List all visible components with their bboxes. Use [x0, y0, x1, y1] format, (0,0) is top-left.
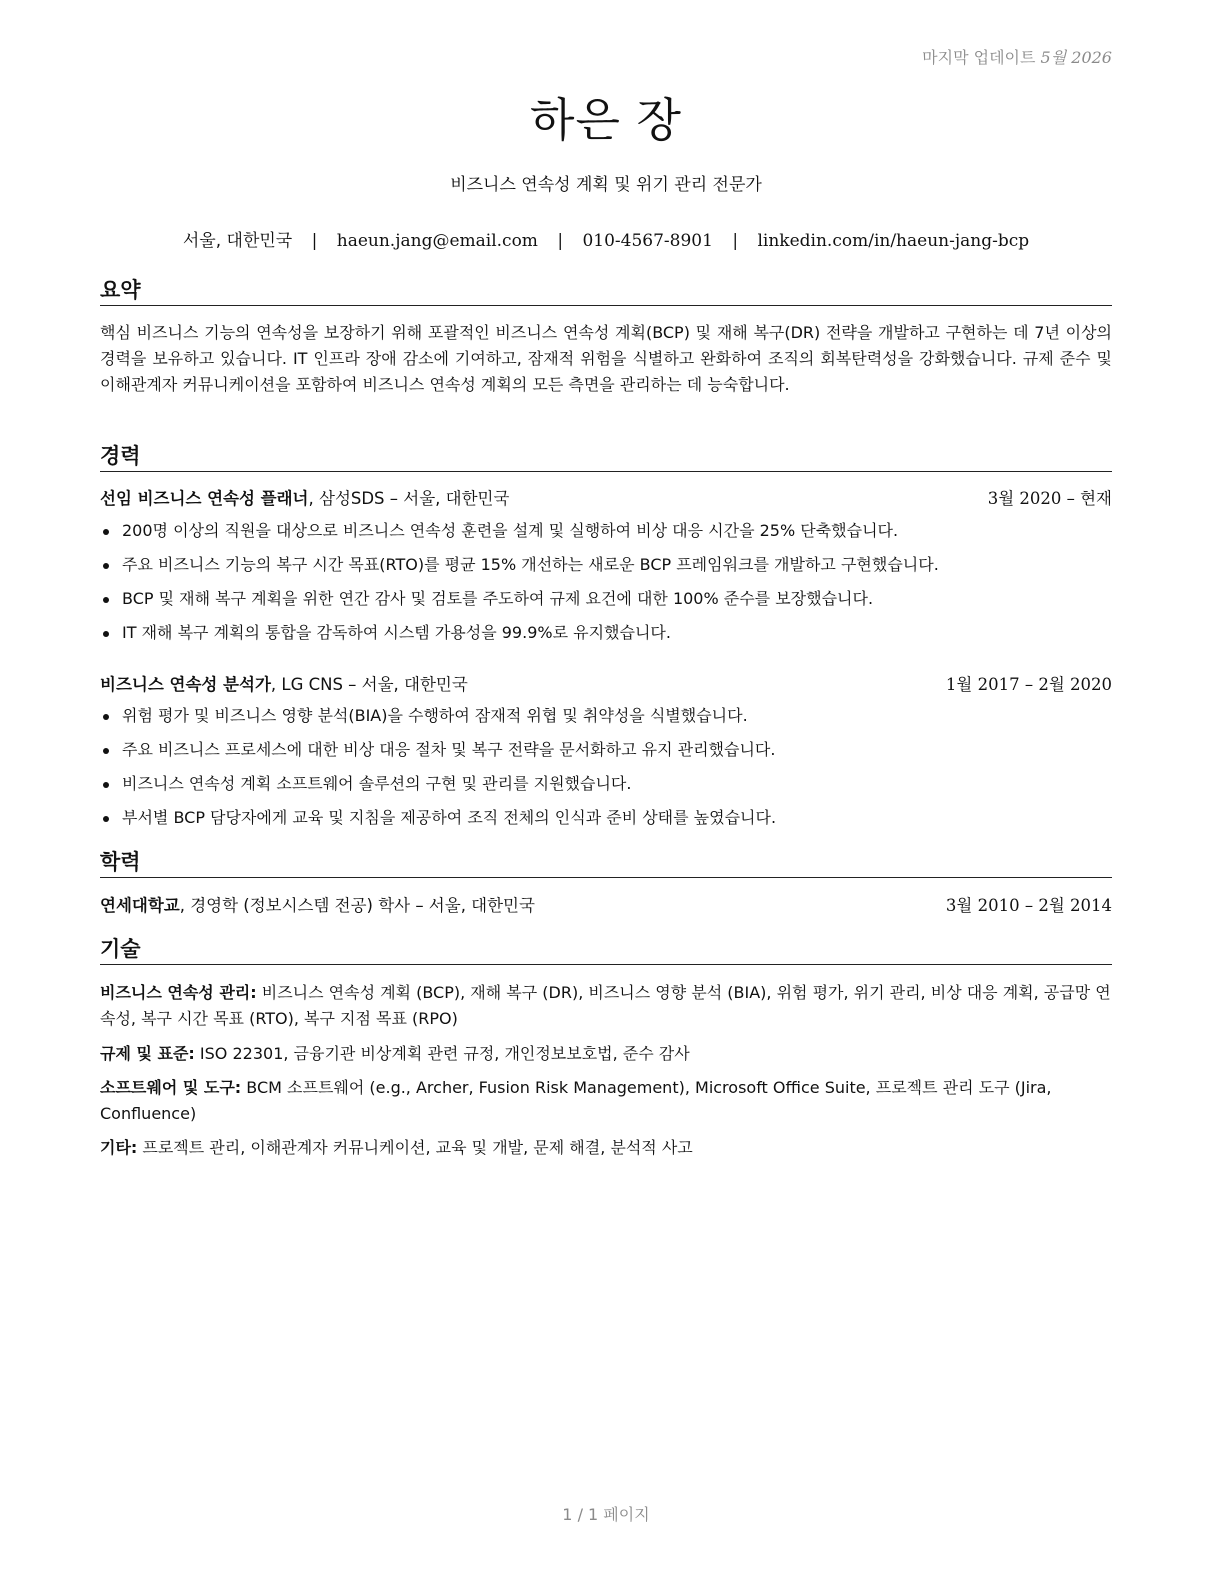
education-school: 연세대학교	[100, 896, 180, 915]
section-title-experience: 경력	[100, 444, 1112, 472]
headline: 비즈니스 연속성 계획 및 위기 관리 전문가	[450, 175, 762, 195]
list-item: BCP 및 재해 복구 계획을 위한 연간 감사 및 검토를 주도하여 규제 요건에 대한 100% 준수를 보장했습니다.	[100, 588, 1112, 622]
skill-label: 규제 및 표준:	[100, 1044, 195, 1063]
list-item: 주요 비즈니스 프로세스에 대한 비상 대응 절차 및 복구 전략을 문서화하고 유지 관리했습니다.	[100, 739, 1112, 773]
list-item: 위험 평가 및 비즈니스 영향 분석(BIA)을 수행하여 잠재적 위협 및 취약성을 식별했습니다.	[100, 705, 1112, 739]
contact-email[interactable]: haeun.jang@email.com	[336, 231, 538, 251]
list-item: 200명 이상의 직원을 대상으로 비즈니스 연속성 훈련을 설계 및 실행하여 비상 대응 시간을 25% 단축했습니다.	[100, 520, 1112, 554]
skill-text: 프로젝트 관리, 이해관계자 커뮤니케이션, 교육 및 개발, 문제 해결, 분석적 사고	[137, 1138, 693, 1157]
skill-row	[100, 1135, 1112, 1161]
list-item: 비즈니스 연속성 계획 소프트웨어 솔루션의 구현 및 관리를 지원했습니다.	[100, 773, 1112, 807]
job-dates: 1월 2017 – 2월 2020	[945, 675, 1112, 694]
summary-text: 핵심 비즈니스 기능의 연속성을 보장하기 위해 포괄적인 비즈니스 연속성 계획(BCP) 및 재해 복구(DR) 전략을 개발하고 구현하는 데 7년 이상의 경력을 보유하고 있습니다. IT 인프라 장애 감소에 기여하고, 잠재적 위험을 식별하고 완화하여 조직의 회복탄력성을 강화했습니다. 규제 준수 및 이해관계자 커뮤니케이션을 포함하여 비즈니스 연속성 계획의 모든 측면을 관리하는 데 능숙합니다.	[100, 323, 1112, 394]
list-item: 주요 비즈니스 기능의 복구 시간 목표(RTO)를 평균 15% 개선하는 새로운 BCP 프레임워크를 개발하고 구현했습니다.	[100, 554, 1112, 588]
candidate-name: 하은 장	[530, 93, 682, 147]
list-item: 부서별 BCP 담당자에게 교육 및 지침을 제공하여 조직 전체의 인식과 준비 상태를 높였습니다.	[100, 807, 1112, 841]
section-title-summary: 요약	[100, 278, 1112, 306]
page-number: 1 / 1 페이지	[562, 1505, 650, 1524]
job-company: , LG CNS – 서울, 대한민국	[270, 675, 468, 694]
contact-separator: |	[732, 231, 739, 251]
skill-text: 비즈니스 연속성 계획 (BCP), 재해 복구 (DR), 비즈니스 영향 분석 (BIA), 위험 평가, 위기 관리, 비상 대응 계획, 공급망 연속성, 복구 시간 목표 (RTO), 복구 지점 목표 (RPO)	[100, 983, 1111, 1028]
job-bullets	[100, 705, 1112, 841]
job-header	[100, 488, 1112, 510]
education-entry	[100, 895, 1112, 917]
last-updated-label: 마지막 업데이트	[922, 48, 1036, 67]
contact-phone: 010-4567-8901	[582, 231, 713, 251]
education-degree: , 경영학 (정보시스템 전공) 학사 – 서울, 대한민국	[179, 896, 535, 915]
skill-row	[100, 980, 1112, 1032]
list-item: IT 재해 복구 계획의 통합을 감독하여 시스템 가용성을 99.9%로 유지했습니다.	[100, 622, 1112, 656]
contact-linkedin[interactable]: linkedin.com/in/haeun-jang-bcp	[757, 231, 1030, 251]
skill-row	[100, 1041, 1112, 1067]
job-company: , 삼성SDS – 서울, 대한민국	[308, 489, 510, 508]
job-header	[100, 674, 1112, 696]
contact-location: 서울, 대한민국	[182, 231, 293, 251]
skill-row	[100, 1075, 1112, 1127]
skill-label: 소프트웨어 및 도구:	[100, 1078, 242, 1097]
resume-page	[100, 0, 1112, 1584]
job-bullets	[100, 520, 1112, 656]
job-role: 비즈니스 연속성 분석가	[100, 675, 271, 694]
job-role: 선임 비즈니스 연속성 플래너	[100, 489, 309, 508]
job-dates: 3월 2020 – 현재	[987, 489, 1112, 508]
last-updated-date: 5월 2026	[1040, 48, 1112, 67]
contact-line	[100, 226, 1112, 251]
skill-label: 기타:	[100, 1138, 138, 1157]
contact-separator: |	[311, 231, 318, 251]
skill-text: ISO 22301, 금융기관 비상계획 관련 규정, 개인정보보호법, 준수 감사	[194, 1044, 690, 1063]
education-dates: 3월 2010 – 2월 2014	[945, 896, 1112, 915]
skill-label: 비즈니스 연속성 관리:	[100, 983, 257, 1002]
last-updated	[922, 45, 1112, 68]
contact-separator: |	[557, 231, 564, 251]
section-title-skills: 기술	[100, 937, 1112, 965]
section-title-education: 학력	[100, 850, 1112, 878]
skill-text: BCM 소프트웨어 (e.g., Archer, Fusion Risk Management), Microsoft Office Suite, 프로젝트 관리 도구 (Jira, Confluence)	[100, 1078, 1052, 1123]
